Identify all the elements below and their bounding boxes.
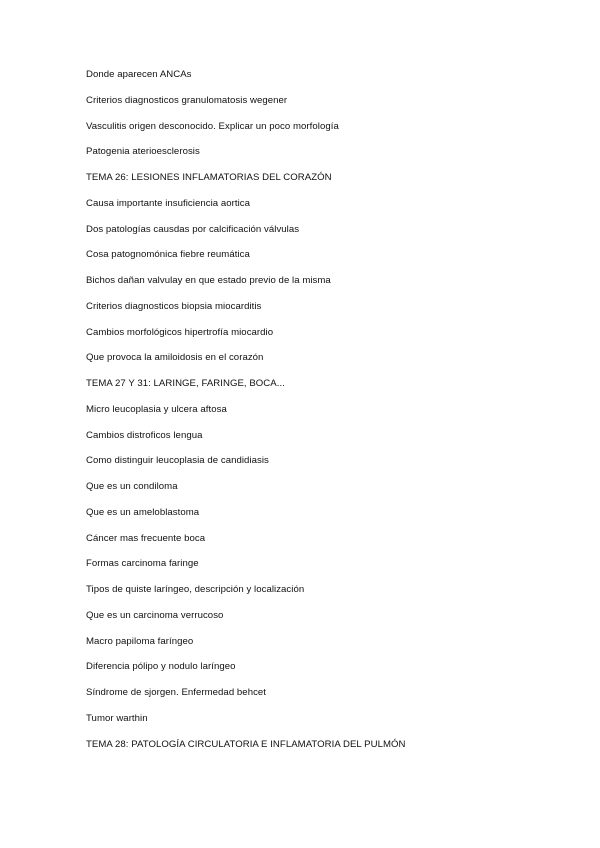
question-line: Que es un ameloblastoma xyxy=(86,506,200,518)
question-line: Macro papiloma faríngeo xyxy=(86,635,194,647)
question-line: Criterios diagnosticos granulomatosis wegener xyxy=(86,94,288,106)
section-heading: TEMA 26: LESIONES INFLAMATORIAS DEL CORAZÓN xyxy=(86,172,332,183)
question-line: Donde aparecen ANCAs xyxy=(86,69,192,80)
question-line: Diferencia pólipo y nodulo laríngeo xyxy=(86,661,236,673)
section-heading: TEMA 28: PATOLOGÍA CIRCULATORIA E INFLAMATORIA DEL PULMÓN xyxy=(86,738,406,750)
question-line: Bichos dañan valvulay en que estado previo de la misma xyxy=(86,275,331,286)
question-list xyxy=(86,69,406,764)
question-line: Como distinguir leucoplasia de candidiasis xyxy=(86,455,269,467)
question-line: Dos patologías causdas por calcificación válvulas xyxy=(86,223,300,235)
question-line: Tipos de quiste laríngeo, descripción y localización xyxy=(86,584,305,595)
question-line: Micro leucoplasia y ulcera aftosa xyxy=(86,403,227,415)
question-line: Síndrome de sjorgen. Enfermedad behcet xyxy=(86,687,267,698)
question-line: Patogenia aterioesclerosis xyxy=(86,146,200,158)
question-line: Criterios diagnosticos biopsia miocarditis xyxy=(86,300,262,312)
question-line: Causa importante insuficiencia aortica xyxy=(86,197,251,209)
section-heading: TEMA 27 Y 31: LARINGE, FARINGE, BOCA... xyxy=(86,378,285,389)
question-line: Que provoca la amiloidosis en el corazón xyxy=(86,352,264,364)
question-line: Cambios distroficos lengua xyxy=(86,429,203,441)
question-line: Cáncer mas frecuente boca xyxy=(86,532,206,544)
question-line: Cambios morfológicos hipertrofía miocardio xyxy=(86,326,274,338)
question-line: Formas carcinoma faringe xyxy=(86,558,199,570)
question-line: Que es un carcinoma verrucoso xyxy=(86,609,224,621)
question-line: Tumor warthin xyxy=(86,712,148,724)
question-line: Cosa patognomónica fiebre reumática xyxy=(86,249,250,261)
question-line: Que es un condiloma xyxy=(86,481,178,492)
question-line: Vasculitis origen desconocido. Explicar un poco morfología xyxy=(86,120,339,132)
